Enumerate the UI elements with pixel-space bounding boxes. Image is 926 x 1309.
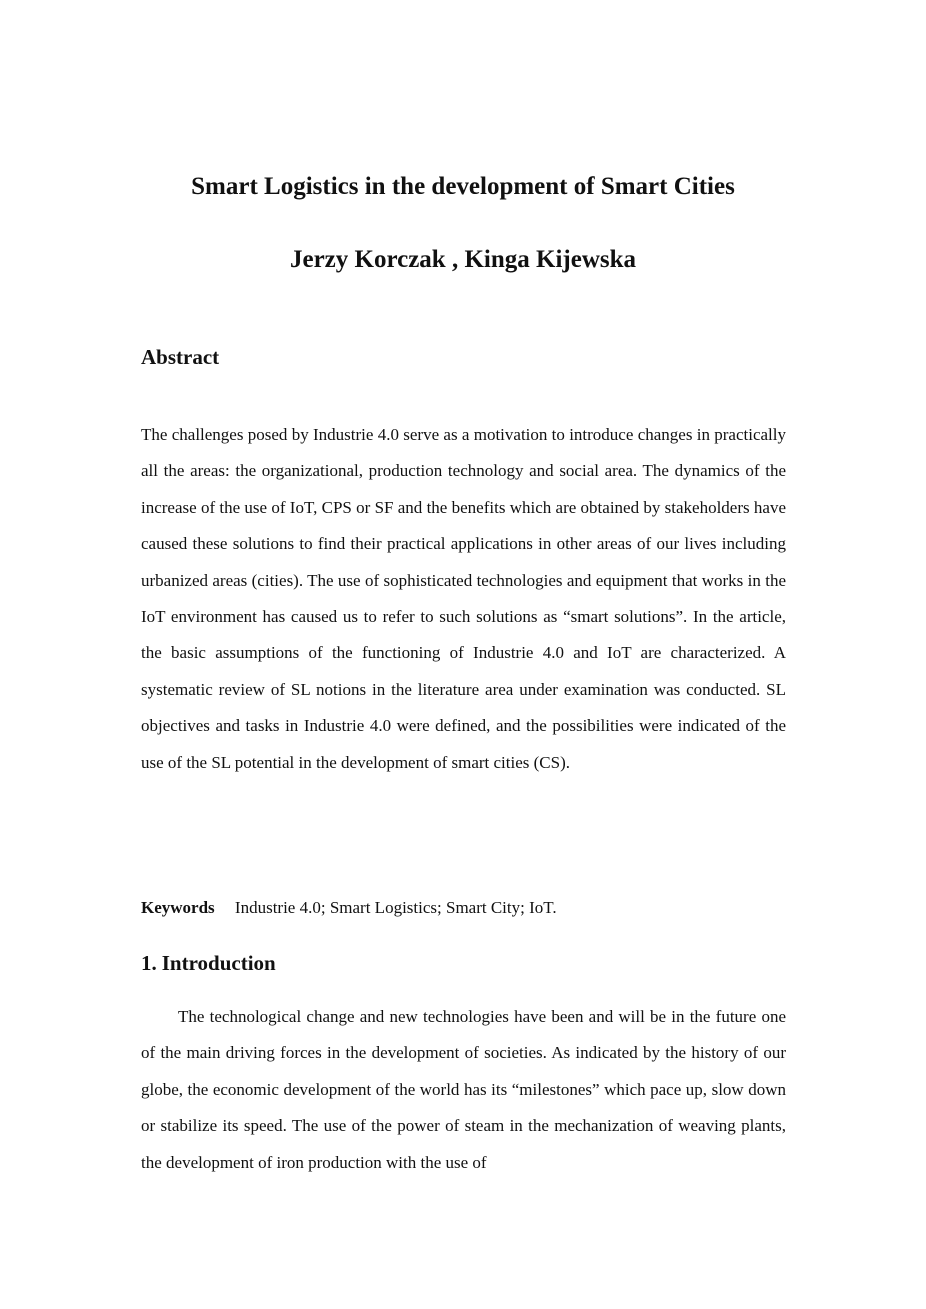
keywords-text: Industrie 4.0; Smart Logistics; Smart City; IoT. bbox=[234, 898, 557, 917]
introduction-heading bbox=[141, 949, 276, 977]
abstract-heading: Abstract bbox=[141, 345, 220, 369]
keywords-label: Keywords bbox=[141, 898, 215, 917]
keywords-line bbox=[141, 896, 786, 920]
section-title: Introduction bbox=[161, 951, 276, 975]
introduction-text: The technological change and new technologies have been and will be in the future one of the main driving forces in the development of societies. As indicated by the history of our globe, the economic development of the world has its “milestones” which pace up, slow down or stabilize its speed. The use of the power of steam in the mechanization of weaving plants, the development of iron production with the use of bbox=[141, 1007, 786, 1172]
paper-title: Smart Logistics in the development of Smart Cities bbox=[191, 173, 735, 200]
section-number: 1. bbox=[141, 951, 157, 975]
paper-authors: Jerzy Korczak , Kinga Kijewska bbox=[289, 246, 637, 273]
abstract-text: The challenges posed by Industrie 4.0 serve as a motivation to introduce changes in practically all the areas: the organizational, production technology and social area. The dynamics of the increase of the use of IoT, CPS or SF and the benefits which are obtained by stakeholders have caused these solutions to find their practical applications in other areas of our lives including urbanized areas (cities). The use of sophisticated technologies and equipment that works in the IoT environment has caused us to refer to such solutions as “smart solutions”. In the article, the basic assumptions of the functioning of Industrie 4.0 and IoT are characterized. A systematic review of SL notions in the literature area under examination was conducted. SL objectives and tasks in Industrie 4.0 were defined, and the possibilities were indicated of the use of the SL potential in the development of smart cities (CS). bbox=[141, 425, 786, 772]
